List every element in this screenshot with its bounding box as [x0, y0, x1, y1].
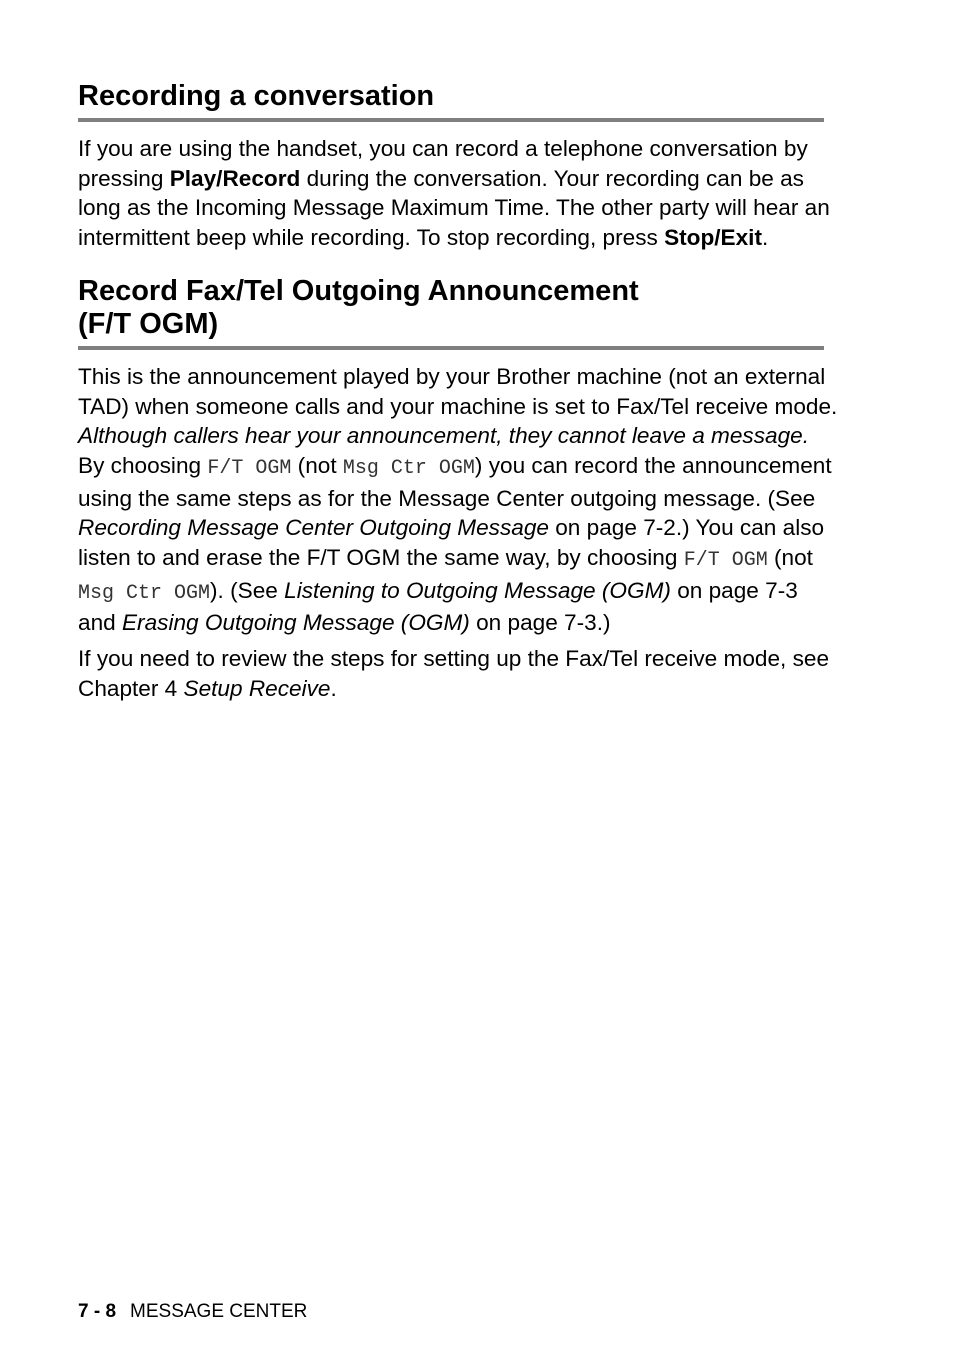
text-run: on page 7-3.): [469, 610, 611, 636]
text-run: on page 7-2.) You can also listen to and erase the F/T OGM the same way, by choosing: [78, 515, 825, 571]
text-run: .: [762, 225, 769, 251]
cross-reference: Erasing Outgoing Message (OGM): [121, 610, 470, 636]
cross-reference: Recording Message Center Outgoing Message: [78, 515, 549, 541]
text-run: on page 7-3 and: [78, 577, 798, 636]
cross-reference: Listening to Outgoing Message (OGM): [284, 577, 671, 603]
body-paragraph: [78, 644, 838, 703]
section-heading: Recording a conversation: [78, 80, 435, 112]
section-recording-conversation: [78, 80, 838, 253]
chapter-title: MESSAGE CENTER: [130, 1301, 308, 1322]
key-name-bold: Play/Record: [169, 165, 301, 191]
text-run: By choosing: [78, 452, 208, 478]
lcd-text: F/T OGM: [683, 549, 768, 573]
cross-reference: Setup Receive: [183, 675, 331, 701]
section-heading: Record Fax/Tel Outgoing Announcement (F/T OGM): [78, 274, 639, 340]
lcd-text: F/T OGM: [207, 456, 292, 480]
text-run: .: [330, 675, 337, 701]
document-page: [78, 80, 838, 710]
heading-rule: [78, 346, 824, 350]
text-run: during the conversation. Your recording can be as long as the Incoming Message Maximum Time. The other party will hear an intermittent beep while recording. To stop recording, press: [78, 165, 830, 251]
text-run: ). (See: [210, 577, 285, 603]
body-paragraph: [78, 134, 838, 253]
section-record-ft-ogm: [78, 275, 838, 704]
key-name-bold: Stop/Exit: [664, 225, 762, 251]
heading-rule: [78, 118, 824, 122]
text-run: (not: [767, 545, 813, 571]
text-run: If you are using the handset, you can record a telephone conversation by pressing: [78, 136, 808, 191]
text-run: ) you can record the announcement using the same steps as for the Message Center outgoing message. (See: [78, 452, 832, 511]
page-number: 7 - 8: [78, 1301, 117, 1322]
body-paragraph: [78, 362, 838, 638]
text-run: (not: [291, 452, 343, 478]
lcd-text: Msg Ctr OGM: [342, 456, 475, 480]
page-footer: [78, 1300, 307, 1324]
text-run: If you need to review the steps for setting up the Fax/Tel receive mode, see Chapter 4: [78, 646, 830, 701]
italic-note: Although callers hear your announcement, they cannot leave a message.: [78, 423, 809, 449]
text-run: This is the announcement played by your Brother machine (not an external TAD) when someone calls and your machine is set to Fax/Tel receive mode.: [78, 363, 838, 419]
lcd-text: Msg Ctr OGM: [78, 581, 211, 605]
